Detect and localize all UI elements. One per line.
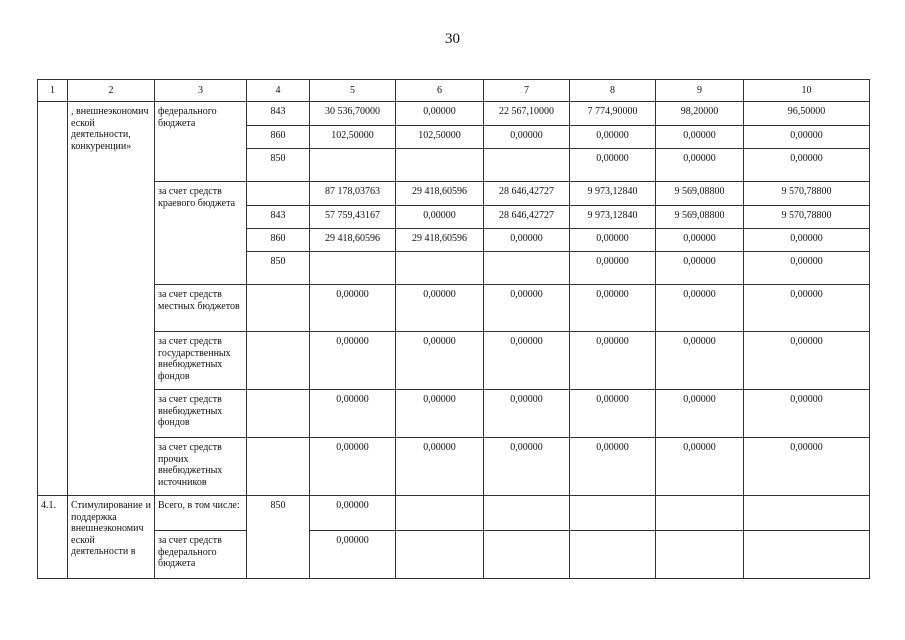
value-cell: 0,00000 (484, 332, 570, 390)
value-cell (656, 496, 744, 531)
value-cell: 0,00000 (310, 496, 396, 531)
value-cell: 96,50000 (744, 102, 870, 126)
column-number: 5 (310, 80, 396, 102)
value-cell (656, 531, 744, 579)
value-cell: 9 569,08800 (656, 182, 744, 206)
column-number: 8 (570, 80, 656, 102)
value-cell: 30 536,70000 (310, 102, 396, 126)
value-cell (484, 252, 570, 285)
code-cell (247, 390, 310, 438)
value-cell (484, 496, 570, 531)
column-number: 6 (396, 80, 484, 102)
value-cell: 9 973,12840 (570, 206, 656, 229)
value-cell: 0,00000 (570, 332, 656, 390)
value-cell: 0,00000 (656, 126, 744, 149)
value-cell: 0,00000 (744, 438, 870, 496)
column-number: 2 (68, 80, 155, 102)
value-cell: 29 418,60596 (310, 229, 396, 252)
code-cell (247, 285, 310, 332)
value-cell: 9 570,78800 (744, 206, 870, 229)
value-cell: 0,00000 (656, 229, 744, 252)
value-cell (396, 252, 484, 285)
funding-source-label: за счет средств прочих внебюджетных источников (155, 438, 247, 496)
value-cell: 0,00000 (310, 390, 396, 438)
value-cell (570, 496, 656, 531)
table-row (38, 531, 870, 579)
column-number-row (38, 80, 870, 102)
value-cell: 0,00000 (656, 390, 744, 438)
value-cell: 98,20000 (656, 102, 744, 126)
value-cell: 0,00000 (744, 390, 870, 438)
value-cell: 0,00000 (484, 438, 570, 496)
value-cell: 0,00000 (570, 149, 656, 182)
value-cell: 28 646,42727 (484, 182, 570, 206)
value-cell: 0,00000 (744, 332, 870, 390)
code-cell: 843 (247, 206, 310, 229)
value-cell: 0,00000 (744, 126, 870, 149)
code-cell (247, 438, 310, 496)
value-cell: 9 570,78800 (744, 182, 870, 206)
funding-source-label: за счет средств местных бюджетов (155, 285, 247, 332)
value-cell: 0,00000 (570, 390, 656, 438)
code-cell: 850 (247, 149, 310, 182)
program-title: Стимулирование и поддержка внешнеэкономич еской деятельности в (68, 496, 155, 579)
page-number: 30 (445, 31, 460, 47)
value-cell: 0,00000 (484, 285, 570, 332)
code-cell: 860 (247, 126, 310, 149)
funding-source-label: за счет средств внебюджетных фондов (155, 390, 247, 438)
funding-source-label: за счет средств государственных внебюджетных фондов (155, 332, 247, 390)
value-cell: 0,00000 (310, 332, 396, 390)
value-cell (310, 149, 396, 182)
value-cell: 0,00000 (570, 229, 656, 252)
value-cell: 9 973,12840 (570, 182, 656, 206)
funding-source-label: федерального бюджета (155, 102, 247, 182)
funding-source-label: Всего, в том числе: (155, 496, 247, 531)
value-cell: 0,00000 (656, 149, 744, 182)
value-cell: 0,00000 (310, 438, 396, 496)
table-row (38, 102, 870, 126)
value-cell: 0,00000 (744, 149, 870, 182)
code-cell: 860 (247, 229, 310, 252)
value-cell: 7 774,90000 (570, 102, 656, 126)
value-cell: 57 759,43167 (310, 206, 396, 229)
value-cell: 0,00000 (570, 252, 656, 285)
table-row (38, 285, 870, 332)
value-cell (396, 531, 484, 579)
funding-source-label: за счет средств краевого бюджета (155, 182, 247, 285)
value-cell: 0,00000 (396, 206, 484, 229)
value-cell: 0,00000 (396, 390, 484, 438)
value-cell: 0,00000 (570, 285, 656, 332)
value-cell: 0,00000 (396, 438, 484, 496)
value-cell: 0,00000 (396, 332, 484, 390)
code-cell: 843 (247, 102, 310, 126)
value-cell: 0,00000 (656, 438, 744, 496)
value-cell: 0,00000 (656, 252, 744, 285)
value-cell: 0,00000 (484, 126, 570, 149)
table-row (38, 332, 870, 390)
value-cell (570, 531, 656, 579)
value-cell (310, 252, 396, 285)
value-cell: 0,00000 (744, 285, 870, 332)
table-row (38, 438, 870, 496)
value-cell: 0,00000 (310, 285, 396, 332)
value-cell: 28 646,42727 (484, 206, 570, 229)
column-number: 1 (38, 80, 68, 102)
table-row (38, 182, 870, 206)
budget-table (37, 79, 870, 579)
value-cell: 22 567,10000 (484, 102, 570, 126)
column-number: 3 (155, 80, 247, 102)
value-cell: 0,00000 (310, 531, 396, 579)
row-number-cell (38, 102, 68, 496)
value-cell: 9 569,08800 (656, 206, 744, 229)
value-cell (744, 496, 870, 531)
value-cell: 0,00000 (396, 285, 484, 332)
value-cell: 0,00000 (396, 102, 484, 126)
value-cell (396, 496, 484, 531)
code-cell (247, 332, 310, 390)
value-cell: 0,00000 (484, 390, 570, 438)
table-row (38, 390, 870, 438)
value-cell: 0,00000 (744, 252, 870, 285)
value-cell: 0,00000 (656, 285, 744, 332)
value-cell (396, 149, 484, 182)
value-cell: 0,00000 (744, 229, 870, 252)
value-cell (484, 531, 570, 579)
value-cell: 0,00000 (570, 438, 656, 496)
funding-source-label: за счет средств федерального бюджета (155, 531, 247, 579)
column-number: 10 (744, 80, 870, 102)
column-number: 4 (247, 80, 310, 102)
column-number: 9 (656, 80, 744, 102)
column-number: 7 (484, 80, 570, 102)
code-cell: 850 (247, 496, 310, 579)
value-cell: 0,00000 (656, 332, 744, 390)
value-cell: 102,50000 (310, 126, 396, 149)
value-cell: 29 418,60596 (396, 229, 484, 252)
value-cell (744, 531, 870, 579)
value-cell: 102,50000 (396, 126, 484, 149)
value-cell (484, 149, 570, 182)
program-title: , внешнеэкономич еской деятельности, конкуренции» (68, 102, 155, 496)
code-cell: 850 (247, 252, 310, 285)
code-cell (247, 182, 310, 206)
table-row (38, 496, 870, 531)
value-cell: 0,00000 (570, 126, 656, 149)
value-cell: 87 178,03763 (310, 182, 396, 206)
value-cell: 29 418,60596 (396, 182, 484, 206)
value-cell: 0,00000 (484, 229, 570, 252)
row-number-cell: 4.1. (38, 496, 68, 579)
